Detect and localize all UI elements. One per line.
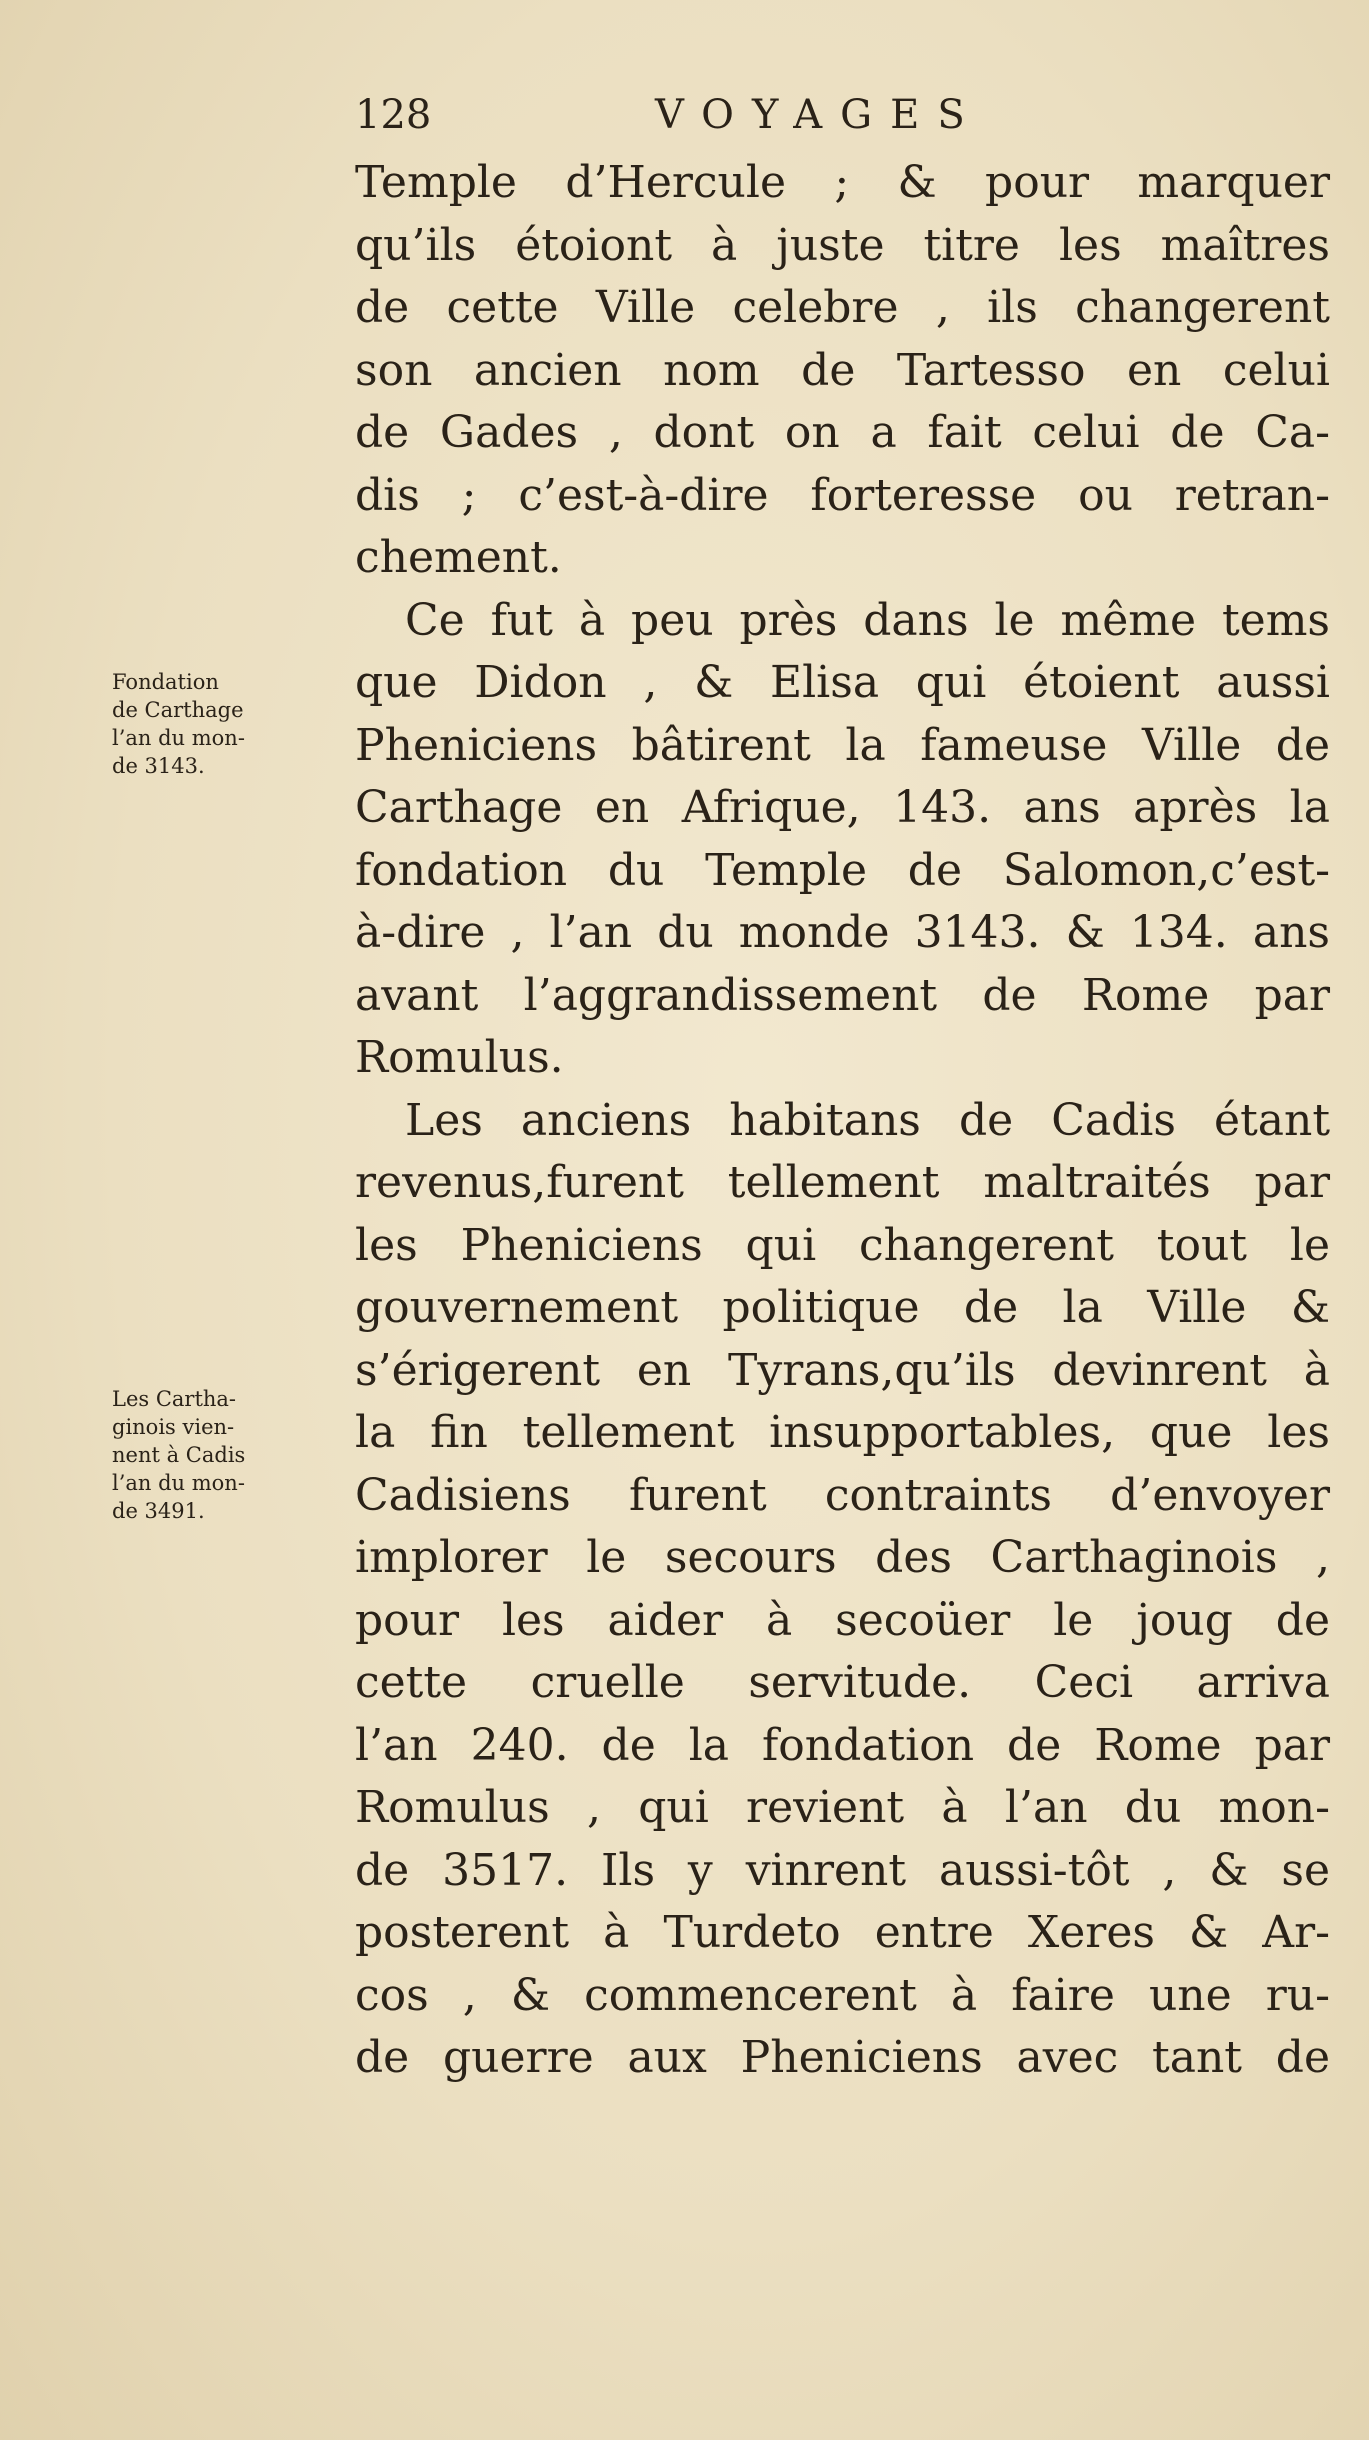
text-line: de guerre aux Pheniciens avec tant de — [355, 2032, 1330, 2083]
text-line: s’érigerent en Tyrans,qu’ils devinrent à — [355, 1344, 1330, 1396]
text-line: Pheniciens bâtirent la fameuse Ville de — [355, 719, 1330, 771]
text-line: chement. — [355, 532, 562, 583]
text-line: Romulus. — [355, 1032, 564, 1083]
text-line: dis ; c’est-à-dire forteresse ou retran- — [355, 469, 1330, 521]
body-text — [355, 152, 1330, 2090]
text-line: gouvernement politique de la Ville & — [355, 1282, 1330, 1333]
text-line: avant l’aggrandissement de Rome par — [355, 969, 1330, 1021]
margin-note-line: l’an du mon- — [112, 1471, 245, 1495]
text-line: fondation du Temple de Salomon,c’est- — [355, 844, 1330, 896]
text-line: Carthage en Afrique, 143. ans après la — [355, 782, 1330, 833]
margin-note-line: nent à Cadis — [112, 1443, 246, 1467]
margin-note-carthaginians-arrive — [112, 1385, 342, 1525]
margin-note-line: Fondation — [112, 670, 219, 694]
text-line: posterent à Turdeto entre Xeres & Ar- — [355, 1907, 1330, 1958]
text-line: de Gades , dont on a fait celui de Ca- — [355, 407, 1330, 458]
text-line: Temple d’Hercule ; & pour marquer — [355, 157, 1330, 208]
text-line: cette cruelle servitude. Ceci arriva — [355, 1657, 1330, 1708]
text-line: Ce fut à peu près dans le même tems — [405, 594, 1330, 646]
text-line: l’an 240. de la fondation de Rome par — [355, 1719, 1330, 1771]
text-line: qu’ils étoiont à juste titre les maîtres — [355, 219, 1330, 271]
text-line: Les anciens habitans de Cadis étant — [405, 1094, 1330, 1146]
margin-note-line: de 3491. — [112, 1499, 205, 1523]
text-line: de 3517. Ils y vinrent aussi-tôt , & se — [355, 1844, 1330, 1896]
page-number: 128 — [355, 92, 432, 138]
text-line: implorer le secours des Carthaginois , — [355, 1532, 1330, 1583]
margin-note-line: ginois vien- — [112, 1415, 235, 1439]
margin-note-line: de 3143. — [112, 754, 205, 778]
text-line: cos , & commencerent à faire une ru- — [355, 1969, 1330, 2021]
margin-note-line: l’an du mon- — [112, 726, 245, 750]
margin-note-line: de Carthage — [112, 698, 244, 722]
running-title: VOYAGES — [655, 92, 983, 138]
text-line: les Pheniciens qui changerent tout le — [355, 1219, 1330, 1271]
text-line: son ancien nom de Tartesso en celui — [355, 344, 1330, 396]
text-line: à-dire , l’an du monde 3143. & 134. ans — [355, 907, 1330, 958]
text-line: revenus,furent tellement maltraités par — [355, 1157, 1330, 1208]
text-line: Romulus , qui revient à l’an du mon- — [355, 1782, 1330, 1833]
margin-note-carthage-founding — [112, 668, 342, 780]
text-line: pour les aider à secoüer le joug de — [355, 1594, 1330, 1646]
page-header — [355, 92, 1255, 152]
text-line: de cette Ville celebre , ils changerent — [355, 282, 1330, 333]
text-line: Cadisiens furent contraints d’envoyer — [355, 1469, 1330, 1521]
text-line: que Didon , & Elisa qui étoient aussi — [355, 657, 1330, 708]
text-line: la fin tellement insupportables, que les — [355, 1407, 1330, 1458]
margin-note-line: Les Cartha- — [112, 1387, 237, 1411]
